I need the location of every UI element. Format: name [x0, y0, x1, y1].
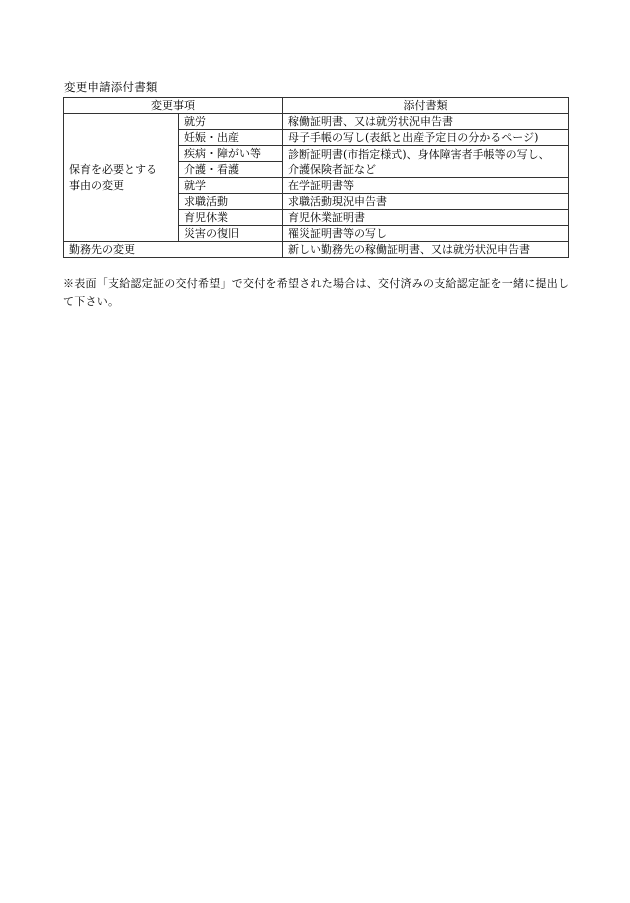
attachment-line2: 介護保険者証など [288, 162, 376, 176]
workplace-change-label: 勤務先の変更 [64, 242, 283, 258]
group-label-line1: 保育を必要とする [69, 162, 157, 176]
attachment-cell: 在学証明書等 [283, 178, 569, 194]
attachment-line1: 診断証明書(市指定様式)、身体障害者手帳等の写し、 [288, 147, 550, 161]
group-label-line2: 事由の変更 [69, 178, 124, 192]
attachment-cell [283, 146, 569, 178]
reason-cell: 介護・看護 [179, 162, 283, 178]
table-row-workplace-change [64, 242, 569, 258]
reason-cell: 就学 [179, 178, 283, 194]
reason-cell: 求職活動 [179, 194, 283, 210]
attachment-cell: 罹災証明書等の写し [283, 226, 569, 242]
document [63, 80, 569, 311]
reason-cell: 就労 [179, 114, 283, 130]
footnote: ※表面「支給認定証の交付希望」で交付を希望された場合は、交付済みの支給認定証を一緒に提出して下さい。 [63, 277, 570, 308]
table-header-row [64, 98, 569, 114]
attachment-table [63, 97, 569, 258]
table-row [64, 114, 569, 130]
group-label-care-reason-change [64, 114, 179, 242]
header-attachment: 添付書類 [283, 98, 569, 114]
header-change-item: 変更事項 [64, 98, 283, 114]
attachment-cell: 育児休業証明書 [283, 210, 569, 226]
attachment-cell: 求職活動現況申告書 [283, 194, 569, 210]
reason-cell: 疾病・障がい等 [179, 146, 283, 162]
reason-cell: 災害の復旧 [179, 226, 283, 242]
reason-cell: 育児休業 [179, 210, 283, 226]
workplace-change-attachment: 新しい勤務先の稼働証明書、又は就労状況申告書 [283, 242, 569, 258]
attachment-cell: 母子手帳の写し(表紙と出産予定日の分かるページ) [283, 130, 569, 146]
attachment-cell: 稼働証明書、又は就労状況申告書 [283, 114, 569, 130]
reason-cell: 妊娠・出産 [179, 130, 283, 146]
document-title: 変更申請添付書類 [64, 80, 158, 94]
